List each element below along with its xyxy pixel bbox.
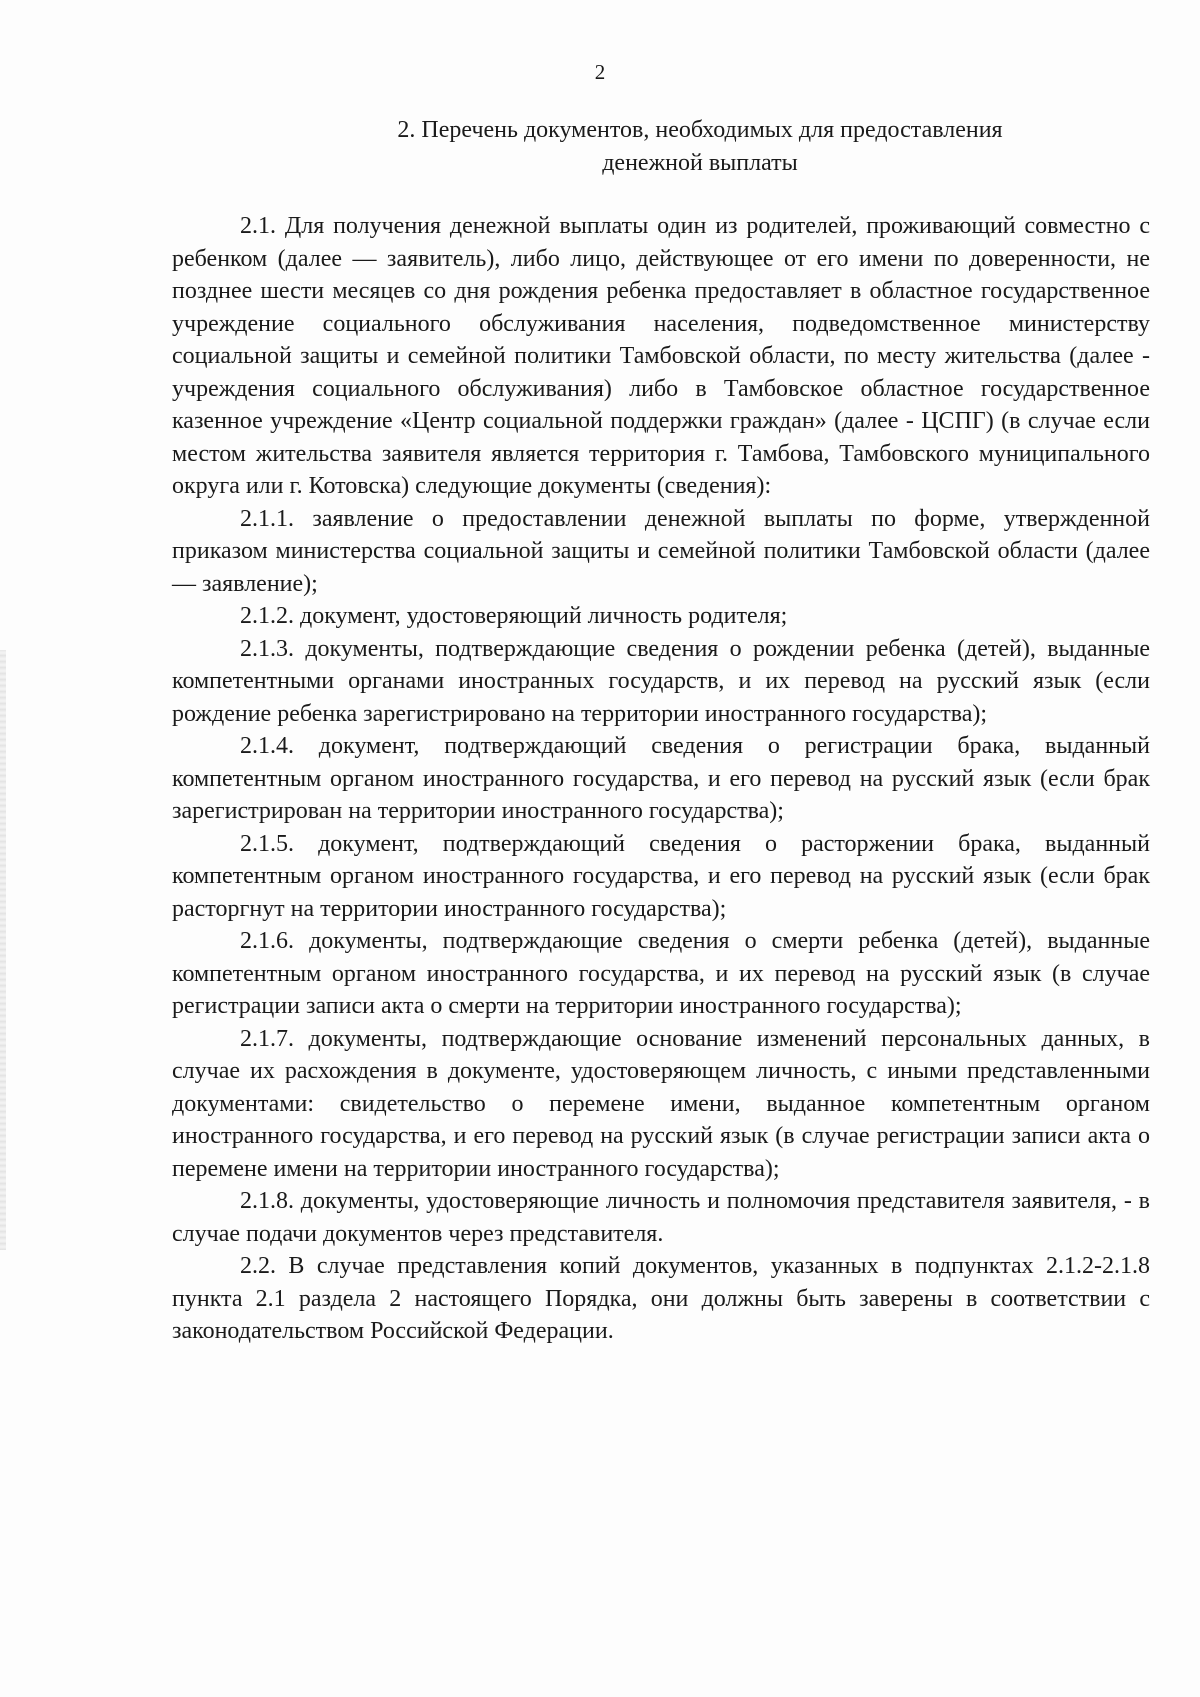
paragraph-2-1-3: 2.1.3. документы, подтверждающие сведения о рождении ребенка (детей), выданные компетентными органами иностранных государств, и их перевод на русский язык (если рождение ребенка зарегистрировано на территории иностранного государства); [172, 635, 1150, 727]
paragraph-2-2: 2.2. В случае представления копий документов, указанных в подпунктах 2.1.2-2.1.8 пункта 2.1 раздела 2 настоящего Порядка, они должны быть заверены в соответствии с законодательством Российской Федерации. [172, 1253, 1150, 1344]
section-heading [250, 114, 1150, 180]
scan-edge-artifact [0, 650, 6, 1250]
section-heading-line-1: 2. Перечень документов, необходимых для предоставления [397, 117, 1003, 143]
document-body [172, 210, 1150, 1348]
paragraph-2-1-8: 2.1.8. документы, удостоверяющие личность и полномочия представителя заявителя, - в случае подачи документов через представителя. [172, 1188, 1150, 1247]
section-heading-line-2: денежной выплаты [602, 150, 798, 176]
paragraph-2-1-4: 2.1.4. документ, подтверждающий сведения о регистрации брака, выданный компетентным органом иностранного государства, и его перевод на русский язык (если брак зарегистрирован на территории иностранного государства); [172, 733, 1150, 824]
paragraph-2-1-6: 2.1.6. документы, подтверждающие сведения о смерти ребенка (детей), выданные компетентным органом иностранного государства, и их перевод на русский язык (в случае регистрации записи акта о смерти на территории иностранного государства); [172, 928, 1150, 1019]
paragraph-2-1-1: 2.1.1. заявление о предоставлении денежной выплаты по форме, утвержденной приказом министерства социальной защиты и семейной политики Тамбовской области (далее — заявление); [172, 505, 1150, 597]
page-number: 2 [594, 60, 606, 84]
paragraph-2-1-7: 2.1.7. документы, подтверждающие основание изменений персональных данных, в случае их расхождения в документе, удостоверяющем личность, с иными представленными документами: свидетельство о перемене имени, выданное компетентным органом иностранного государства, и его перевод на русский язык (в случае регистрации записи акта о перемене имени на территории иностранного государства); [172, 1025, 1150, 1182]
paragraph-2-1-2: 2.1.2. документ, удостоверяющий личность родителя; [240, 603, 788, 629]
paragraph-2-1-5: 2.1.5. документ, подтверждающий сведения о расторжении брака, выданный компетентным органом иностранного государства, и его перевод на русский язык (если брак расторгнут на территории иностранного государства); [172, 830, 1150, 922]
paragraph-2-1: 2.1. Для получения денежной выплаты один из родителей, проживающий совместно с ребенком (далее — заявитель), либо лицо, действующее от его имени по доверенности, не позднее шести месяцев со дня рождения ребенка предоставляет в областное государственное учреждение социального обслуживания населения, подведомственное министерству социальной защиты и семейной политики Тамбовской области, по месту жительства (далее - учреждения социального обслуживания) либо в Тамбовское областное государственное казенное учреждение «Центр социальной поддержки граждан» (далее - ЦСПГ) (в случае если местом жительства заявителя является территория г. Тамбова, Тамбовского муниципального округа или г. Котовска) следующие документы (сведения): [172, 213, 1150, 499]
